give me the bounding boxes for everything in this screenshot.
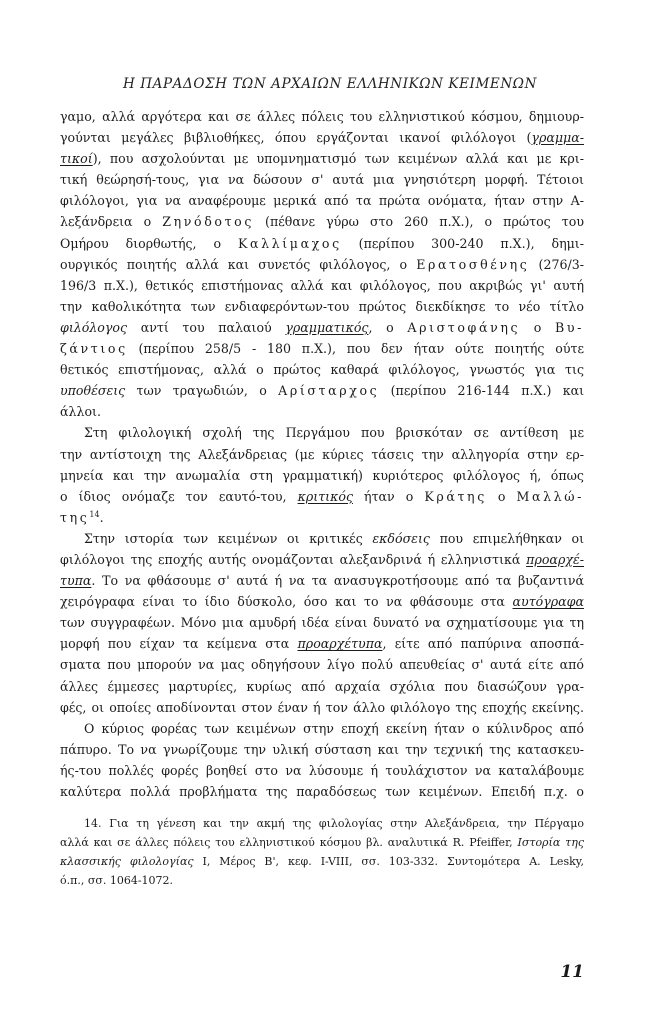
text-run: ο xyxy=(486,488,517,504)
text-run: Ι, Μέρος Β', κεφ. I-VIII, σσ. 103-332. Συντομότερα A. Lesky, xyxy=(193,855,584,868)
body-text xyxy=(60,106,584,802)
text-run: των τραγωδιών, ο xyxy=(125,383,279,399)
italic-term: κριτικός xyxy=(297,488,353,504)
italic-term: υποθέσεις xyxy=(60,383,126,399)
text-run: χειρόγραφα είναι το ίδιο δύσκολο, όσο και το να φθάσουμε στα xyxy=(60,594,513,610)
text-line: τική θεώρησή-τους, για να δώσουν σ' αυτά μια γνησιότερη μορφή. Τέτοιοι xyxy=(60,172,584,188)
spaced-name: Αριστοφάνης xyxy=(407,319,521,335)
footnote-line xyxy=(60,833,584,852)
text-line: Ο κύριος φορέας των κειμένων στην εποχή εκείνη ήταν ο κύλινδρος από xyxy=(84,720,584,736)
text-line xyxy=(60,591,584,612)
text-run: λεξάνδρεια ο xyxy=(60,214,163,230)
text-line: Στη φιλολογική σχολή της Περγάμου που βρισκόταν σε αντίθεση με xyxy=(84,425,584,441)
text-run: , ο xyxy=(368,319,408,335)
text-line xyxy=(60,570,584,591)
text-line: φές, οι οποίες αποδίνονται στον έναν ή τον άλλο φιλόλογο της εποχής εκείνης. xyxy=(60,699,584,715)
running-head: Η ΠΑΡΑΔΟΣΗ ΤΩΝ ΑΡΧΑΙΩΝ ΕΛΛΗΝΙΚΩΝ ΚΕΙΜΕΝΩΝ xyxy=(123,76,537,92)
spaced-name: Καλλίμαχος xyxy=(237,235,342,251)
text-line xyxy=(60,633,584,654)
footnote-line xyxy=(60,852,584,871)
text-line: μηνεία και την ανωμαλία στη γραμματική) κυριότερος φιλόλογος ή, όπως xyxy=(60,467,584,483)
text-line xyxy=(60,317,584,338)
text-line xyxy=(60,528,584,549)
text-run: (πέθανε γύρω στο 260 π.Χ.), ο πρώτος του xyxy=(253,214,584,230)
text-run: που επιμελήθηκαν οι xyxy=(429,530,585,546)
spaced-name: Αρίσταρχος xyxy=(278,383,380,399)
spaced-name: Μαλλώ- xyxy=(516,488,584,504)
text-line: καλύτερα πολλά προβλήματα της παραδόσεως των κειμένων. Επειδή π.χ. ο xyxy=(60,784,584,799)
italic-title: κλασσικής φιλολογίας xyxy=(60,855,194,868)
text-line xyxy=(60,486,584,507)
text-line xyxy=(60,380,584,401)
spaced-name: Ερατοσθένης xyxy=(416,256,530,272)
text-run: Ομήρου διορθωτής, ο xyxy=(60,235,238,251)
text-run: φιλόλογοι της εποχής αυτής ονομάζονται αλεξανδρινά ή ελληνιστικά xyxy=(60,551,527,567)
spaced-name: της xyxy=(60,509,90,525)
text-run: ο ίδιος ονόμαζε τον εαυτό-του, xyxy=(60,488,298,504)
text-run: αντί του παλαιού xyxy=(127,319,286,335)
text-line xyxy=(60,549,584,570)
italic-term: τυπα xyxy=(60,573,92,589)
italic-term: αυτόγραφα xyxy=(512,594,584,610)
italic-term: τικοί xyxy=(60,151,93,167)
text-run: (περίπου 300-240 π.Χ.), δημι- xyxy=(341,235,584,251)
footnote-line: ό.π., σσ. 1064-1072. xyxy=(60,874,174,887)
text-run: μορφή που είχαν τα κείμενα στα xyxy=(60,636,298,652)
text-line: την καθολικότητα των ενδιαφερόντων-του πρώτος διεκδίκησε το νέο τίτλο xyxy=(60,298,584,314)
text-line xyxy=(60,127,584,148)
text-run: . Το να φθάσουμε σ' αυτά ή να τα ανασυγκροτήσουμε από τα βυζαντινά xyxy=(91,573,584,589)
page-number: 11 xyxy=(560,962,584,982)
text-run: ), που ασχολούνται με υπομνηματισμό των κειμένων αλλά και με κρι- xyxy=(92,151,584,167)
spaced-name: Ζηνόδοτος xyxy=(162,214,254,230)
text-line: θετικός επιστήμονας, αλλά ο πρώτος καθαρά φιλόλογος, γνωστός για τις xyxy=(60,362,584,378)
text-run: αλλά και σε άλλες πόλεις του ελληνιστικού κόσμου βλ. αναλυτικά R. Pfeiffer, xyxy=(60,836,518,849)
spaced-name: ζάντιος xyxy=(60,341,128,357)
italic-term: γραμμα- xyxy=(531,130,584,146)
italic-term: προαρχέτυπα xyxy=(297,636,383,652)
text-line: 196/3 π.Χ.), θετικός επιστήμονας αλλά και φιλόλογος, που ακριβώς γι' αυτή xyxy=(60,277,584,293)
italic-term: φιλόλογος xyxy=(60,319,128,335)
text-run: ουργικός ποιητής αλλά και συνετός φιλόλογος, ο xyxy=(60,256,417,272)
footnote-marker: 14 xyxy=(89,509,100,519)
text-run: ο xyxy=(520,319,556,335)
text-line: άλλοι. xyxy=(60,404,101,420)
text-line xyxy=(60,507,584,528)
text-run: (περίπου 216-144 π.Χ.) και xyxy=(379,383,585,399)
text-run: , είτε από παπύρινα αποσπά- xyxy=(382,636,584,652)
text-line: των συγγραφέων. Μόνο μια αμυδρή ιδέα είναι δυνατό να σχηματίσουμε για τη xyxy=(60,615,584,631)
text-line xyxy=(60,148,584,169)
text-run: (276/3- xyxy=(529,256,585,272)
text-line xyxy=(60,338,584,359)
text-line: φιλόλογοι, για να αναφέρουμε μερικά από τα πρώτα ονόματα, ήταν στην Α- xyxy=(60,193,584,209)
text-run: ήταν ο xyxy=(353,488,425,504)
text-line xyxy=(60,211,584,232)
italic-term: προαρχέ- xyxy=(526,551,584,567)
text-line xyxy=(60,254,584,275)
text-line xyxy=(60,233,584,254)
italic-term: γραμματικός xyxy=(285,319,369,335)
text-run: γούνται μεγάλες βιβλιοθήκες, όπου εργάζονται ικανοί φιλόλογοι ( xyxy=(60,130,532,146)
italic-term: εκδόσεις xyxy=(372,530,430,546)
text-run: . xyxy=(99,509,104,525)
spaced-name: Κράτης xyxy=(424,488,487,504)
text-run: Στην ιστορία των κειμένων οι κριτικές xyxy=(84,530,373,546)
text-line: ής-του πολλές φορές βοηθεί στο να λύσουμε ή τουλάχιστον να καταλάβουμε xyxy=(60,762,584,778)
footnote-line: 14. Για τη γένεση και την ακμή της φιλολογίας στην Αλεξάνδρεια, την Πέργαμο xyxy=(84,817,584,830)
text-line: πάπυρο. Το να γνωρίζουμε την υλική σύσταση και την τεχνική της κατασκευ- xyxy=(60,741,584,757)
text-line: άλλες έμμεσες μαρτυρίες, κυρίως από αρχαία σχόλια που διασώζουν γρα- xyxy=(60,678,584,694)
text-line: γαμο, αλλά αργότερα και σε άλλες πόλεις του ελληνιστικού κόσμου, δημιουρ- xyxy=(60,109,584,124)
text-run: (περίπου 258/5 - 180 π.Χ.), που δεν ήταν ούτε ποιητής ούτε xyxy=(127,341,584,357)
text-line: σματα που μπορούν να μας οδηγήσουν λίγο πολύ απευθείας σ' αυτά είτε από xyxy=(60,657,584,673)
spaced-name: Βυ- xyxy=(555,319,584,335)
footnote-14 xyxy=(60,814,584,890)
text-line: την αντίστοιχη της Αλεξάνδρειας (με κύριες τάσεις την αλληγορία στην ερ- xyxy=(60,446,584,462)
italic-title: Ιστορία της xyxy=(517,836,584,849)
